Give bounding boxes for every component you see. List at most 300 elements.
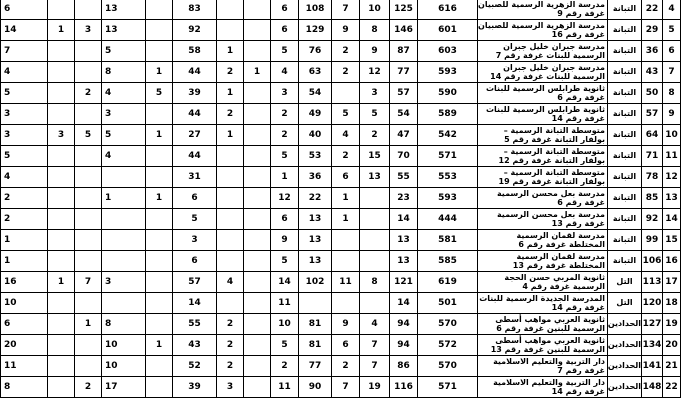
cell-school: مدرسة لقمان الرسمية المختلطة غرفة رقم 13 bbox=[478, 251, 608, 272]
cell-c1: 4 bbox=[1, 62, 48, 83]
cell-c10: 81 bbox=[299, 314, 332, 335]
cell-c9: 2 bbox=[271, 104, 299, 125]
cell-c2 bbox=[48, 230, 75, 251]
cell-c11: 7 bbox=[332, 377, 360, 398]
cell-c2 bbox=[48, 377, 75, 398]
cell-c4 bbox=[102, 167, 146, 188]
cell-no: 8 bbox=[663, 83, 681, 104]
cell-c7 bbox=[217, 20, 244, 41]
cell-c12: 2 bbox=[360, 125, 390, 146]
cell-c8 bbox=[244, 335, 271, 356]
cell-c8: 1 bbox=[244, 62, 271, 83]
cell-c6: 52 bbox=[173, 356, 217, 377]
cell-c11: 6 bbox=[332, 167, 360, 188]
cell-c8 bbox=[244, 146, 271, 167]
cell-region: التبانة bbox=[608, 83, 642, 104]
cell-c14: 589 bbox=[418, 104, 478, 125]
cell-c3 bbox=[75, 0, 102, 20]
cell-c13: 47 bbox=[390, 125, 418, 146]
cell-c9: 10 bbox=[271, 314, 299, 335]
cell-no: 12 bbox=[663, 167, 681, 188]
cell-c8 bbox=[244, 230, 271, 251]
cell-c5 bbox=[146, 314, 173, 335]
cell-c5 bbox=[146, 146, 173, 167]
cell-school: مدرسة بعل محسن الرسمية غرفة رقم 13 bbox=[478, 209, 608, 230]
cell-c13: 94 bbox=[390, 314, 418, 335]
cell-c12: 7 bbox=[360, 356, 390, 377]
cell-region: التبانة bbox=[608, 0, 642, 20]
cell-c10: 13 bbox=[299, 230, 332, 251]
cell-c4: 3 bbox=[102, 272, 146, 293]
cell-c14: 572 bbox=[418, 335, 478, 356]
cell-c1: 5 bbox=[1, 146, 48, 167]
cell-c3 bbox=[75, 230, 102, 251]
cell-c12: 4 bbox=[360, 314, 390, 335]
cell-c14: 570 bbox=[418, 314, 478, 335]
cell-school: ثانوية المربي حسن الحجة الرسمية غرفة رقم 4 bbox=[478, 272, 608, 293]
cell-c4 bbox=[102, 293, 146, 314]
cell-c2: 1 bbox=[48, 20, 75, 41]
cell-c14: 571 bbox=[418, 146, 478, 167]
cell-seq: 99 bbox=[642, 230, 663, 251]
cell-school: مدرسة جبران خليل جبران الرسمية للبنات غرفة رقم 7 bbox=[478, 41, 608, 62]
cell-c10: 36 bbox=[299, 167, 332, 188]
cell-c8 bbox=[244, 356, 271, 377]
cell-c5: 1 bbox=[146, 62, 173, 83]
cell-c6: 6 bbox=[173, 251, 217, 272]
cell-c3 bbox=[75, 104, 102, 125]
cell-c7: 1 bbox=[217, 83, 244, 104]
cell-c5: 5 bbox=[146, 83, 173, 104]
cell-c4: 4 bbox=[102, 146, 146, 167]
cell-c13: 94 bbox=[390, 335, 418, 356]
cell-c1: 4 bbox=[1, 167, 48, 188]
cell-c1: 3 bbox=[1, 104, 48, 125]
cell-c6: 57 bbox=[173, 272, 217, 293]
table-row bbox=[1, 209, 681, 230]
cell-c10: 108 bbox=[299, 0, 332, 20]
cell-c12 bbox=[360, 293, 390, 314]
cell-c3 bbox=[75, 41, 102, 62]
cell-school: ثانوية طرابلس الرسمية للبنات غرفة رقم 6 bbox=[478, 83, 608, 104]
cell-c9: 6 bbox=[271, 20, 299, 41]
cell-c6: 58 bbox=[173, 41, 217, 62]
cell-c4: 13 bbox=[102, 0, 146, 20]
cell-c10: 40 bbox=[299, 125, 332, 146]
table-row bbox=[1, 335, 681, 356]
cell-region: الحدادين bbox=[608, 356, 642, 377]
cell-c1: 14 bbox=[1, 20, 48, 41]
cell-c12: 3 bbox=[360, 83, 390, 104]
cell-c4 bbox=[102, 251, 146, 272]
cell-c9: 5 bbox=[271, 335, 299, 356]
cell-c2 bbox=[48, 335, 75, 356]
cell-c12: 7 bbox=[360, 335, 390, 356]
cell-region: التبانة bbox=[608, 104, 642, 125]
cell-c6: 44 bbox=[173, 104, 217, 125]
cell-c7 bbox=[217, 209, 244, 230]
cell-c11: 4 bbox=[332, 125, 360, 146]
cell-c13: 70 bbox=[390, 146, 418, 167]
cell-c1: 1 bbox=[1, 230, 48, 251]
cell-c13: 146 bbox=[390, 20, 418, 41]
cell-region: الحدادين bbox=[608, 314, 642, 335]
cell-c13: 55 bbox=[390, 167, 418, 188]
cell-region: الحدادين bbox=[608, 335, 642, 356]
table-row bbox=[1, 314, 681, 335]
cell-c9: 12 bbox=[271, 188, 299, 209]
cell-c8 bbox=[244, 209, 271, 230]
cell-seq: 134 bbox=[642, 335, 663, 356]
cell-seq: 85 bbox=[642, 188, 663, 209]
cell-c1: 20 bbox=[1, 335, 48, 356]
cell-c11: 2 bbox=[332, 356, 360, 377]
cell-seq: 50 bbox=[642, 83, 663, 104]
cell-c5 bbox=[146, 209, 173, 230]
cell-c8 bbox=[244, 125, 271, 146]
cell-c4 bbox=[102, 230, 146, 251]
cell-school: مدرسة جبران خليل جبران الرسمية للبنات غرفة رقم 14 bbox=[478, 62, 608, 83]
cell-c10: 13 bbox=[299, 209, 332, 230]
cell-c3 bbox=[75, 146, 102, 167]
cell-c14: 593 bbox=[418, 188, 478, 209]
table-row bbox=[1, 62, 681, 83]
cell-c13: 57 bbox=[390, 83, 418, 104]
cell-c14: 553 bbox=[418, 167, 478, 188]
cell-c13: 116 bbox=[390, 377, 418, 398]
cell-c6: 44 bbox=[173, 146, 217, 167]
cell-c8 bbox=[244, 167, 271, 188]
cell-c14: 585 bbox=[418, 251, 478, 272]
cell-no: 11 bbox=[663, 146, 681, 167]
cell-c3 bbox=[75, 167, 102, 188]
cell-c5 bbox=[146, 0, 173, 20]
cell-no: 9 bbox=[663, 104, 681, 125]
cell-c6: 6 bbox=[173, 188, 217, 209]
cell-c10: 76 bbox=[299, 41, 332, 62]
table-row bbox=[1, 356, 681, 377]
cell-school: ثانوية العربي مواهب أسطى الرسمية للبنين غرفة رقم 6 bbox=[478, 314, 608, 335]
cell-c6: 3 bbox=[173, 230, 217, 251]
table-row bbox=[1, 188, 681, 209]
cell-school: متوسطة التبانة الرسمية – بولفار التبانة غرفة رقم 19 bbox=[478, 167, 608, 188]
cell-c4: 4 bbox=[102, 83, 146, 104]
cell-c2 bbox=[48, 356, 75, 377]
cell-c1: 3 bbox=[1, 125, 48, 146]
cell-c12: 8 bbox=[360, 20, 390, 41]
cell-c9: 1 bbox=[271, 167, 299, 188]
cell-c12 bbox=[360, 251, 390, 272]
cell-c7 bbox=[217, 293, 244, 314]
cell-region: التبانة bbox=[608, 41, 642, 62]
cell-region: التبانة bbox=[608, 167, 642, 188]
cell-c3: 3 bbox=[75, 20, 102, 41]
table-row bbox=[1, 20, 681, 41]
cell-c14: 603 bbox=[418, 41, 478, 62]
cell-c9: 2 bbox=[271, 125, 299, 146]
cell-c7 bbox=[217, 0, 244, 20]
cell-c3: 1 bbox=[75, 314, 102, 335]
cell-c1: 10 bbox=[1, 293, 48, 314]
cell-c11 bbox=[332, 293, 360, 314]
cell-c12: 8 bbox=[360, 272, 390, 293]
cell-school: متوسطة التبانة الرسمية – بولفار التبانة غرفة رقم 5 bbox=[478, 125, 608, 146]
cell-c5: 1 bbox=[146, 188, 173, 209]
cell-school: دار التربية والتعليم الاسلامية غرفة رقم 14 bbox=[478, 377, 608, 398]
cell-c8 bbox=[244, 272, 271, 293]
cell-c13: 87 bbox=[390, 41, 418, 62]
table-row bbox=[1, 125, 681, 146]
cell-no: 15 bbox=[663, 230, 681, 251]
cell-c7: 4 bbox=[217, 272, 244, 293]
cell-no: 7 bbox=[663, 62, 681, 83]
cell-seq: 141 bbox=[642, 356, 663, 377]
cell-c9: 3 bbox=[271, 83, 299, 104]
cell-school: مدرسة الزهرية الرسمية للصبيان غرفة رقم 16 bbox=[478, 20, 608, 41]
cell-c10: 77 bbox=[299, 356, 332, 377]
cell-c2: 1 bbox=[48, 272, 75, 293]
cell-c10: 13 bbox=[299, 251, 332, 272]
cell-c14: 571 bbox=[418, 377, 478, 398]
table-row bbox=[1, 83, 681, 104]
cell-no: 17 bbox=[663, 272, 681, 293]
cell-no: 21 bbox=[663, 356, 681, 377]
cell-school: مدرسة لقمان الرسمية المختلطة غرفة رقم 6 bbox=[478, 230, 608, 251]
cell-c1: 5 bbox=[1, 83, 48, 104]
cell-no: 20 bbox=[663, 335, 681, 356]
cell-c7: 2 bbox=[217, 335, 244, 356]
cell-no: 19 bbox=[663, 314, 681, 335]
cell-c11: 5 bbox=[332, 104, 360, 125]
cell-c6: 14 bbox=[173, 293, 217, 314]
cell-c7 bbox=[217, 188, 244, 209]
cell-c2 bbox=[48, 41, 75, 62]
cell-no: 6 bbox=[663, 41, 681, 62]
cell-c5: 1 bbox=[146, 335, 173, 356]
table-row bbox=[1, 167, 681, 188]
cell-c11: 2 bbox=[332, 41, 360, 62]
cell-c7: 1 bbox=[217, 41, 244, 62]
cell-c2 bbox=[48, 0, 75, 20]
cell-c9: 14 bbox=[271, 272, 299, 293]
cell-seq: 106 bbox=[642, 251, 663, 272]
cell-c9: 5 bbox=[271, 146, 299, 167]
cell-c1: 2 bbox=[1, 188, 48, 209]
cell-c7: 1 bbox=[217, 125, 244, 146]
cell-region: التبانة bbox=[608, 62, 642, 83]
cell-school: مدرسة بعل محسن الرسمية غرفة رقم 6 bbox=[478, 188, 608, 209]
cell-c12 bbox=[360, 230, 390, 251]
cell-c5 bbox=[146, 104, 173, 125]
cell-c2 bbox=[48, 146, 75, 167]
cell-c8 bbox=[244, 188, 271, 209]
cell-c4: 17 bbox=[102, 377, 146, 398]
cell-c6: 83 bbox=[173, 0, 217, 20]
cell-c6: 27 bbox=[173, 125, 217, 146]
cell-region: التبانة bbox=[608, 209, 642, 230]
cell-c6: 39 bbox=[173, 377, 217, 398]
cell-c12 bbox=[360, 188, 390, 209]
cell-c12: 5 bbox=[360, 104, 390, 125]
cell-c12: 9 bbox=[360, 41, 390, 62]
cell-c5 bbox=[146, 230, 173, 251]
cell-c1: 8 bbox=[1, 377, 48, 398]
cell-school: ثانوية طرابلس الرسمية للبنات غرفة رقم 14 bbox=[478, 104, 608, 125]
cell-c8 bbox=[244, 104, 271, 125]
cell-c1: 6 bbox=[1, 0, 48, 20]
cell-c2: 3 bbox=[48, 125, 75, 146]
cell-c5 bbox=[146, 251, 173, 272]
cell-c9: 6 bbox=[271, 0, 299, 20]
cell-c4: 3 bbox=[102, 104, 146, 125]
cell-school: دار التربية والتعليم الاسلامية غرفة رقم 7 bbox=[478, 356, 608, 377]
cell-c6: 31 bbox=[173, 167, 217, 188]
cell-seq: 127 bbox=[642, 314, 663, 335]
cell-seq: 57 bbox=[642, 104, 663, 125]
cell-c10: 129 bbox=[299, 20, 332, 41]
cell-c5: 1 bbox=[146, 125, 173, 146]
cell-c8 bbox=[244, 377, 271, 398]
cell-c11 bbox=[332, 230, 360, 251]
cell-c3 bbox=[75, 188, 102, 209]
cell-c13: 14 bbox=[390, 293, 418, 314]
cell-c5 bbox=[146, 167, 173, 188]
cell-c7: 2 bbox=[217, 104, 244, 125]
cell-seq: 120 bbox=[642, 293, 663, 314]
cell-seq: 64 bbox=[642, 125, 663, 146]
cell-c13: 77 bbox=[390, 62, 418, 83]
cell-c11: 7 bbox=[332, 0, 360, 20]
cell-no: 10 bbox=[663, 125, 681, 146]
cell-seq: 71 bbox=[642, 146, 663, 167]
cell-c4: 1 bbox=[102, 188, 146, 209]
cell-c9: 5 bbox=[271, 41, 299, 62]
cell-c12: 12 bbox=[360, 62, 390, 83]
cell-c8 bbox=[244, 83, 271, 104]
cell-no: 13 bbox=[663, 188, 681, 209]
cell-c3: 5 bbox=[75, 125, 102, 146]
cell-c2 bbox=[48, 188, 75, 209]
cell-c11: 2 bbox=[332, 62, 360, 83]
table-row bbox=[1, 377, 681, 398]
cell-c6: 92 bbox=[173, 20, 217, 41]
cell-c8 bbox=[244, 0, 271, 20]
cell-c9: 6 bbox=[271, 209, 299, 230]
cell-seq: 22 bbox=[642, 0, 663, 20]
cell-c1: 11 bbox=[1, 356, 48, 377]
cell-c4: 10 bbox=[102, 356, 146, 377]
table-row bbox=[1, 272, 681, 293]
cell-c4 bbox=[102, 209, 146, 230]
cell-c12 bbox=[360, 209, 390, 230]
cell-c11 bbox=[332, 83, 360, 104]
cell-c11: 2 bbox=[332, 146, 360, 167]
cell-c14: 581 bbox=[418, 230, 478, 251]
cell-c4: 13 bbox=[102, 20, 146, 41]
cell-no: 18 bbox=[663, 293, 681, 314]
cell-c2 bbox=[48, 62, 75, 83]
cell-c2 bbox=[48, 293, 75, 314]
cell-c5 bbox=[146, 377, 173, 398]
cell-c7: 2 bbox=[217, 356, 244, 377]
cell-c5 bbox=[146, 20, 173, 41]
table-row bbox=[1, 0, 681, 20]
cell-c10: 54 bbox=[299, 83, 332, 104]
cell-c12: 15 bbox=[360, 146, 390, 167]
cell-school: متوسطة التبانة الرسمية – بولفار التبانة غرفة رقم 12 bbox=[478, 146, 608, 167]
cell-c6: 5 bbox=[173, 209, 217, 230]
cell-c10: 90 bbox=[299, 377, 332, 398]
cell-seq: 113 bbox=[642, 272, 663, 293]
cell-c3 bbox=[75, 335, 102, 356]
cell-region: التبانة bbox=[608, 146, 642, 167]
cell-c13: 23 bbox=[390, 188, 418, 209]
cell-c7 bbox=[217, 230, 244, 251]
cell-c2 bbox=[48, 167, 75, 188]
cell-c10: 53 bbox=[299, 146, 332, 167]
cell-c5 bbox=[146, 272, 173, 293]
cell-region: التبانة bbox=[608, 20, 642, 41]
cell-c4: 5 bbox=[102, 125, 146, 146]
cell-c3: 2 bbox=[75, 377, 102, 398]
cell-c8 bbox=[244, 20, 271, 41]
cell-c5 bbox=[146, 356, 173, 377]
cell-c10 bbox=[299, 293, 332, 314]
cell-c9: 5 bbox=[271, 251, 299, 272]
cell-c14: 444 bbox=[418, 209, 478, 230]
table-row bbox=[1, 104, 681, 125]
cell-c4: 10 bbox=[102, 335, 146, 356]
cell-no: 22 bbox=[663, 377, 681, 398]
cell-seq: 148 bbox=[642, 377, 663, 398]
cell-c11: 9 bbox=[332, 314, 360, 335]
cell-c14: 619 bbox=[418, 272, 478, 293]
cell-c11: 11 bbox=[332, 272, 360, 293]
cell-c7 bbox=[217, 251, 244, 272]
cell-c7: 3 bbox=[217, 377, 244, 398]
cell-c3 bbox=[75, 293, 102, 314]
cell-c7: 2 bbox=[217, 62, 244, 83]
cell-c14: 570 bbox=[418, 356, 478, 377]
table-row bbox=[1, 230, 681, 251]
cell-seq: 29 bbox=[642, 20, 663, 41]
cell-c11: 9 bbox=[332, 20, 360, 41]
cell-c14: 593 bbox=[418, 62, 478, 83]
cell-c4: 5 bbox=[102, 41, 146, 62]
cell-c11: 1 bbox=[332, 209, 360, 230]
cell-seq: 92 bbox=[642, 209, 663, 230]
cell-no: 4 bbox=[663, 0, 681, 20]
cell-c13: 14 bbox=[390, 209, 418, 230]
cell-seq: 43 bbox=[642, 62, 663, 83]
cell-school: ثانوية العربي مواهب أسطى الرسمية للبنين غرفة رقم 13 bbox=[478, 335, 608, 356]
cell-c1: 6 bbox=[1, 314, 48, 335]
cell-c3: 7 bbox=[75, 272, 102, 293]
cell-c13: 54 bbox=[390, 104, 418, 125]
cell-c3: 2 bbox=[75, 83, 102, 104]
cell-c1: 2 bbox=[1, 209, 48, 230]
cell-c6: 55 bbox=[173, 314, 217, 335]
table-row bbox=[1, 41, 681, 62]
cell-c5 bbox=[146, 293, 173, 314]
cell-c3 bbox=[75, 356, 102, 377]
table-row bbox=[1, 146, 681, 167]
cell-c10: 63 bbox=[299, 62, 332, 83]
cell-region: التل bbox=[608, 293, 642, 314]
cell-c13: 125 bbox=[390, 0, 418, 20]
cell-c7: 2 bbox=[217, 314, 244, 335]
cell-c11 bbox=[332, 251, 360, 272]
